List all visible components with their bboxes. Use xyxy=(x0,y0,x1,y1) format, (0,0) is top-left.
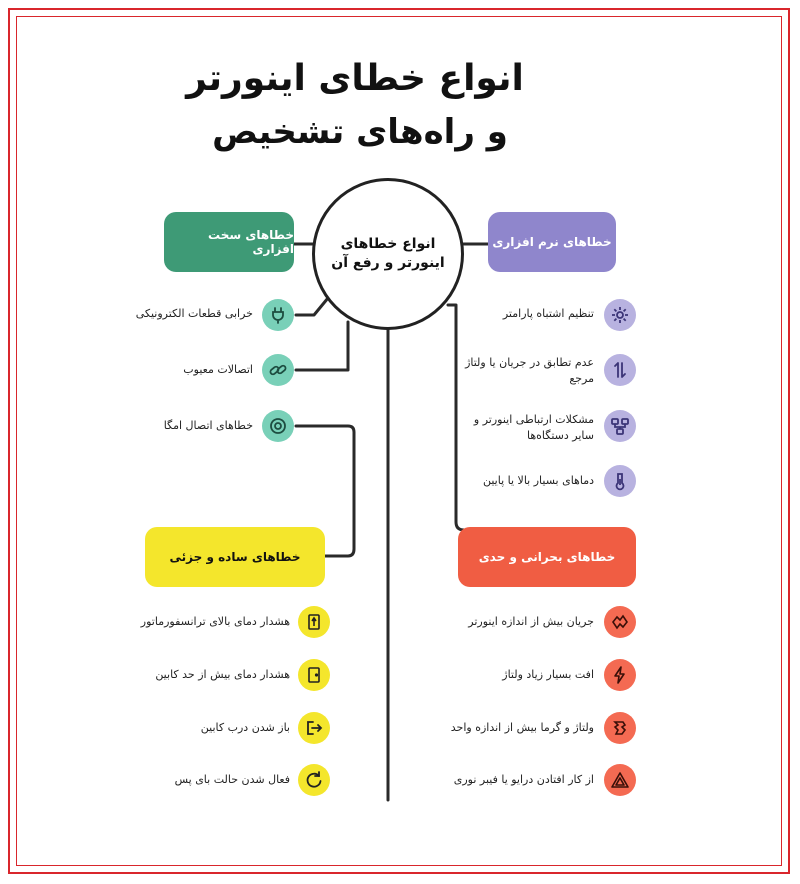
critical-label: خطاهای بحرانی و حدی xyxy=(478,550,616,564)
software-item-2: عدم تطابق در جریان یا ولتاژ مرجع xyxy=(465,356,594,385)
bypass-icon xyxy=(298,764,330,796)
lightning-icon xyxy=(604,659,636,691)
simple-item-1: هشدار دمای بالای ترانسفورماتور xyxy=(140,615,290,628)
thermometer-icon xyxy=(604,465,636,497)
network-icon xyxy=(604,410,636,442)
hardware-label: خطاهای سخت افزاری xyxy=(208,228,294,256)
critical-category xyxy=(458,527,636,587)
simple-item-2: هشدار دمای بیش از حد کابین xyxy=(155,668,290,681)
critical-item-2: افت بسیار زیاد ولتاژ xyxy=(502,668,594,681)
software-item-1: تنظیم اشتباه پارامتر xyxy=(502,307,594,320)
cabinet-icon xyxy=(298,659,330,691)
critical-item-3: ولتاژ و گرما بیش از اندازه واحد xyxy=(450,721,594,734)
center-circle xyxy=(312,178,464,330)
overcurrent-icon xyxy=(604,606,636,638)
software-item-4: دماهای بسیار بالا یا پایین xyxy=(482,474,594,487)
hw-branch-1 xyxy=(296,298,328,315)
title-line-1: انواع خطای اینورتر xyxy=(186,58,524,99)
hardware-item-3: خطاهای اتصال امگا xyxy=(163,419,253,432)
hardware-item-2: اتصالات معیوب xyxy=(183,363,253,376)
hw-branch-2 xyxy=(296,322,348,370)
arrows-icon xyxy=(604,354,636,386)
software-label: خطاهای نرم افزاری xyxy=(492,235,612,249)
center-text: انواع خطاهای اینورتر و رفع آن xyxy=(331,236,445,271)
transformer-icon xyxy=(298,606,330,638)
critical-item-1: جریان بیش از اندازه اینورتر xyxy=(468,615,594,628)
simple-item-4: فعال شدن حالت بای پس xyxy=(174,773,290,786)
simple-item-3: باز شدن درب کابین xyxy=(200,721,290,734)
omega-icon xyxy=(262,410,294,442)
software-item-3: مشکلات ارتباطی اینورتر و سایر دستگاه‌ها xyxy=(473,413,594,442)
simple-label: خطاهای ساده و جزئی xyxy=(169,550,301,564)
link-icon xyxy=(262,354,294,386)
title-line-2: و راه‌های تشخیص xyxy=(212,112,508,152)
hardware-category xyxy=(164,212,294,272)
warning-icon xyxy=(604,764,636,796)
plug-icon xyxy=(262,299,294,331)
critical-item-4: از کار افتادن درایو یا فیبر نوری xyxy=(453,773,594,786)
simple-category xyxy=(145,527,325,587)
gear-icon xyxy=(604,299,636,331)
door-icon xyxy=(298,712,330,744)
hardware-item-1: خرابی قطعات الکترونیکی xyxy=(135,307,253,320)
software-category xyxy=(488,212,616,272)
heat-icon xyxy=(604,712,636,744)
